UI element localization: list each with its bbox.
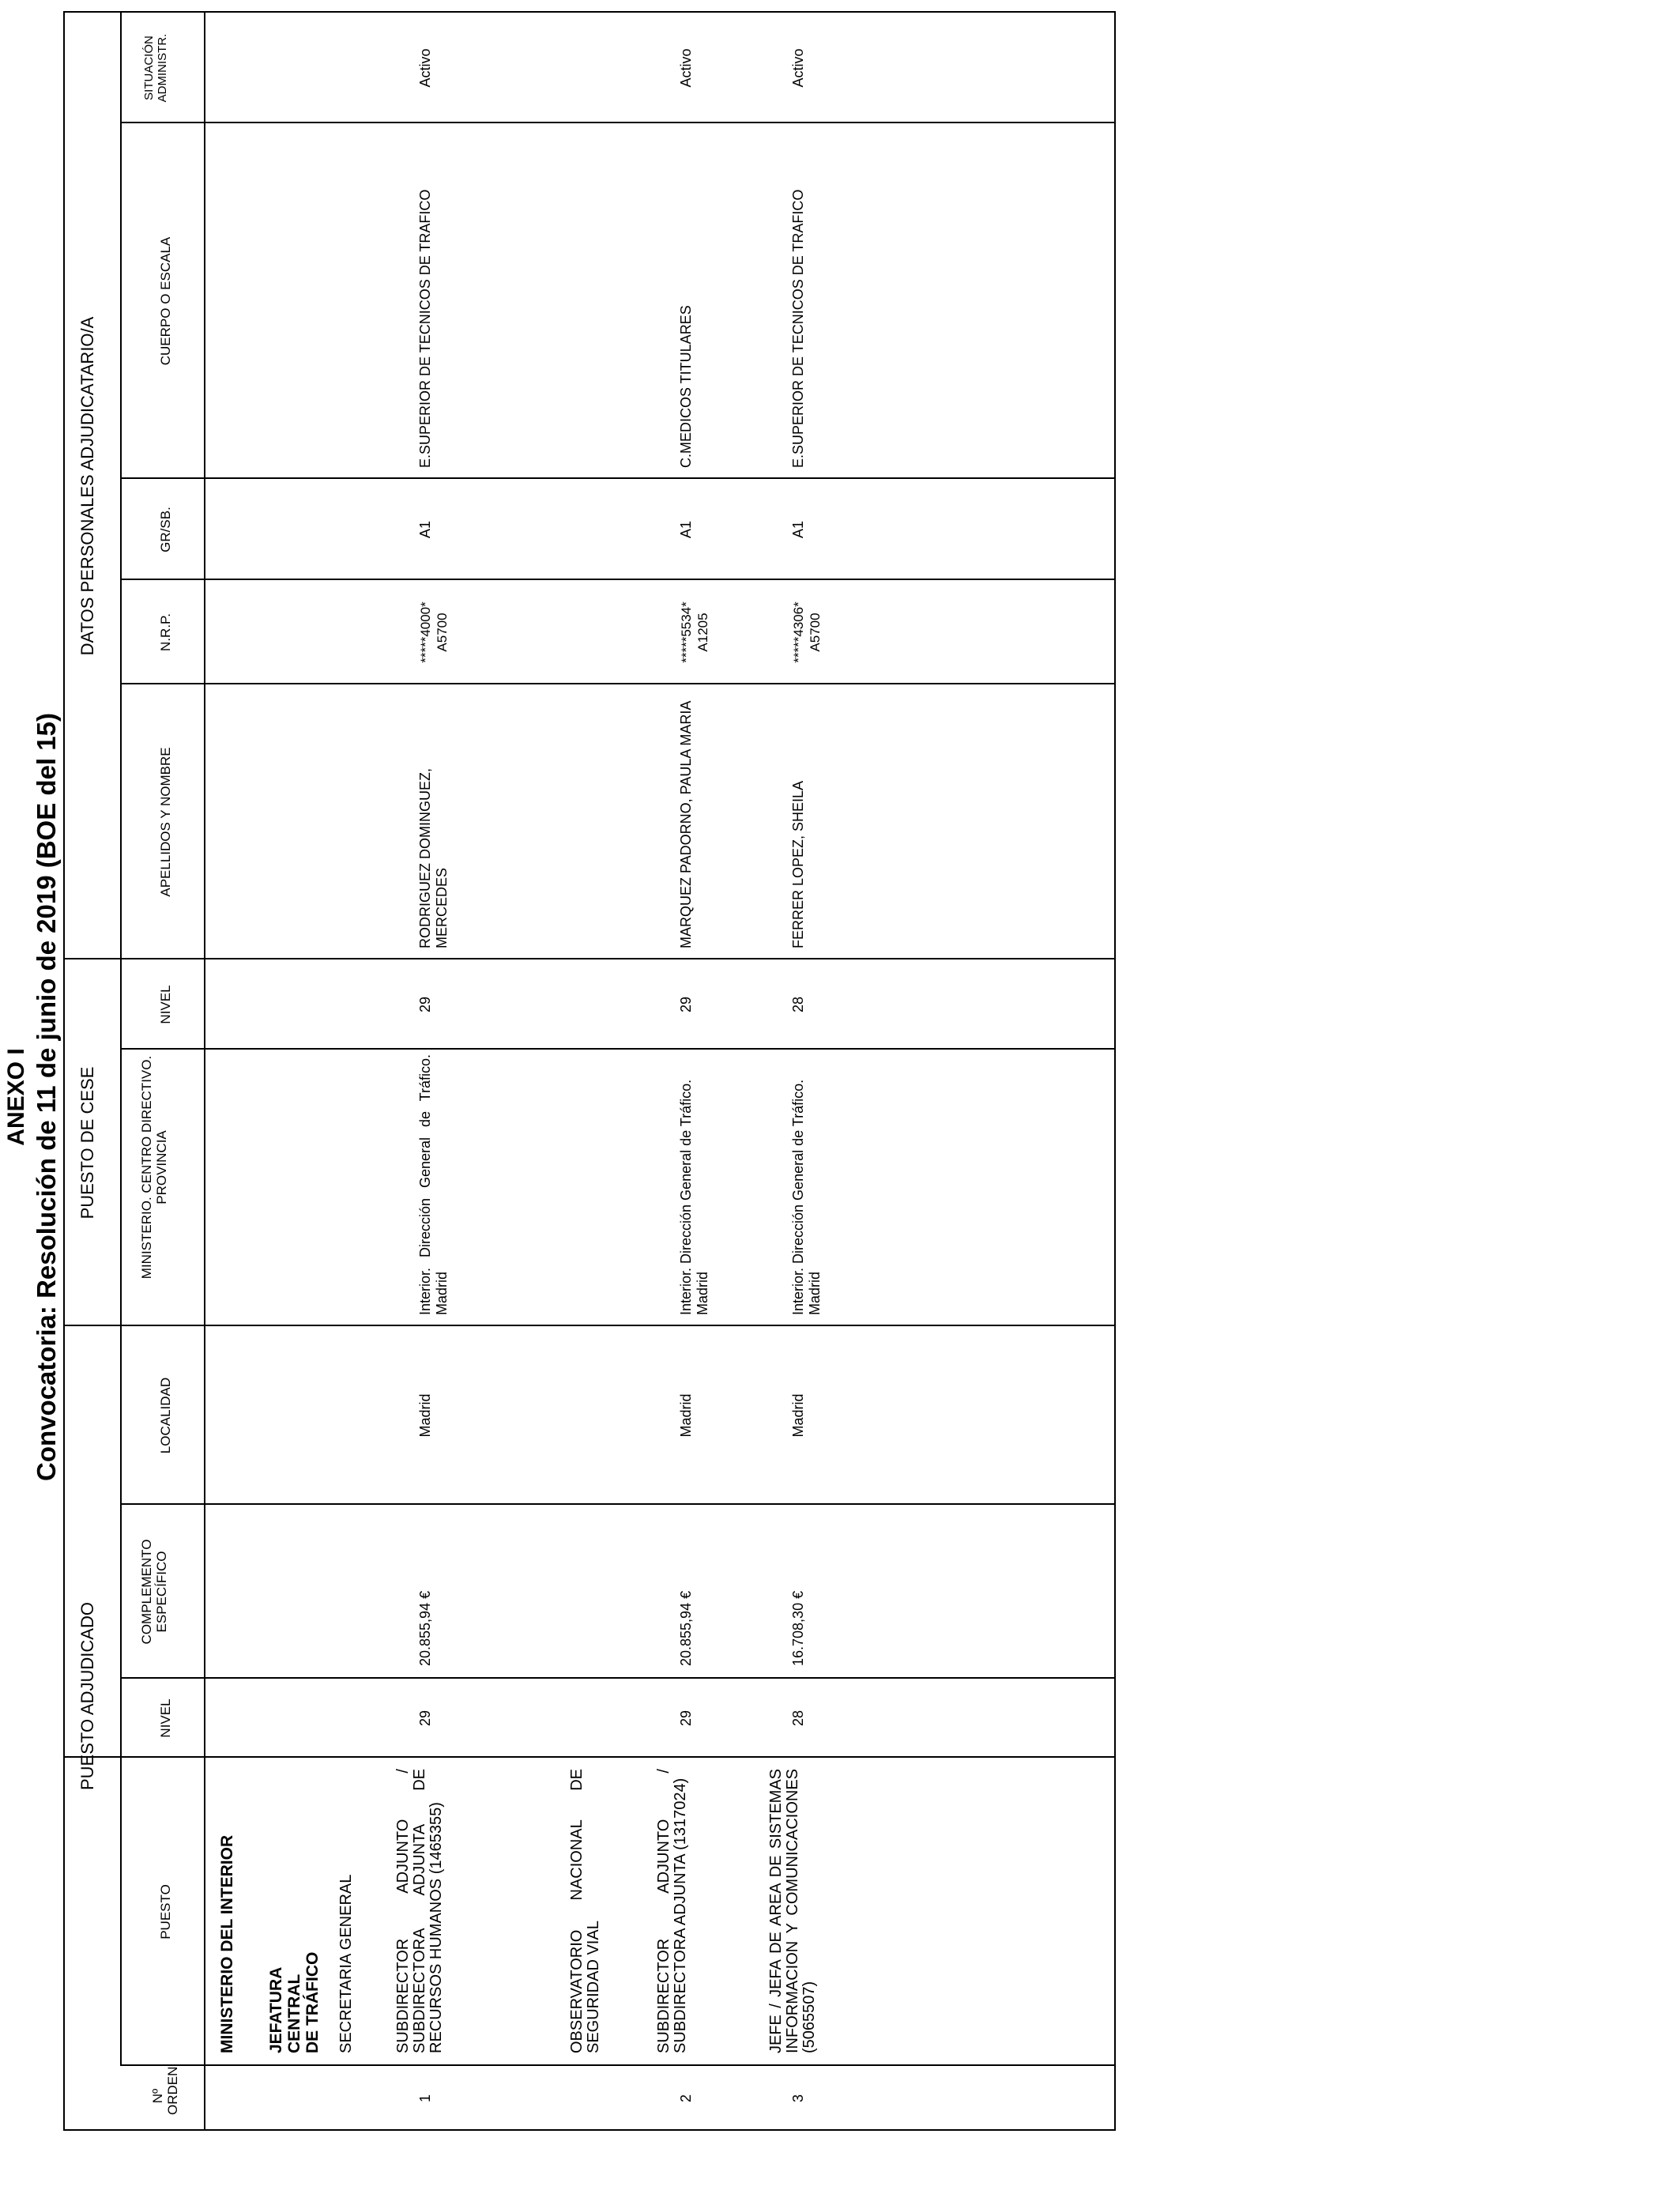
- row1-situacion: Activo: [417, 48, 433, 88]
- section-ministerio: MINISTERIO DEL INTERIOR: [218, 1834, 236, 2053]
- row2-cuerpo: C.MEDICOS TITULARES: [678, 305, 694, 468]
- row2-nrp: *****5534* A1205: [679, 601, 710, 663]
- header-nivel-cese: NIVEL: [158, 985, 173, 1024]
- group-puesto-adjudicado: PUESTO ADJUDICADO: [77, 1602, 97, 1790]
- header-grsb: GR/SB.: [158, 507, 173, 552]
- header-situacion: SITUACIÓN ADMINISTR.: [142, 33, 169, 103]
- row3-localidad: Madrid: [790, 1393, 806, 1438]
- row3-nrp: *****4306* A5700: [791, 601, 823, 663]
- row1-grsb: A1: [417, 520, 433, 539]
- row2-grsb: A1: [678, 520, 694, 539]
- row3-complemento: 16.708,30 €: [790, 1590, 806, 1666]
- row2-nivel-cese: 29: [678, 996, 694, 1013]
- row3-nivel: 28: [790, 1710, 806, 1727]
- row2-orden: 2: [678, 2094, 694, 2103]
- row1-ministerio: Interior. Dirección General de Tráfico. Madrid: [417, 1054, 450, 1315]
- row2-apellidos: MARQUEZ PADORNO, PAULA MARIA: [678, 700, 694, 948]
- row3-situacion: Activo: [790, 48, 806, 88]
- row1-nrp: *****4000* A5700: [418, 601, 450, 663]
- row1-nivel: 29: [417, 1710, 433, 1727]
- section-observatorio: OBSERVATORIO NACIONAL DE SEGURIDAD VIAL: [568, 1769, 602, 2053]
- row3-apellidos: FERRER LOPEZ, SHEILA: [790, 780, 806, 948]
- row2-puesto: SUBDIRECTOR ADJUNTO / SUBDIRECTORA ADJUNTA (1317024): [655, 1769, 689, 2053]
- row1-complemento: 20.855,94 €: [417, 1590, 433, 1666]
- row1-cuerpo: E.SUPERIOR DE TECNICOS DE TRAFICO: [417, 189, 433, 468]
- header-nrp: N.R.P.: [158, 613, 173, 651]
- row3-nivel-cese: 28: [790, 996, 806, 1013]
- row2-complemento: 20.855,94 €: [678, 1590, 694, 1666]
- row1-localidad: Madrid: [417, 1393, 433, 1438]
- section-secretaria: SECRETARIA GENERAL: [337, 1874, 355, 2053]
- row3-grsb: A1: [790, 520, 806, 539]
- row1-puesto: SUBDIRECTOR ADJUNTO / SUBDIRECTORA ADJUNTA DE RECURSOS HUMANOS (1465355): [394, 1769, 445, 2053]
- row1-apellidos: RODRIGUEZ DOMINGUEZ, MERCEDES: [417, 768, 450, 948]
- header-orden: Nº ORDEN: [150, 2066, 180, 2115]
- row1-nivel-cese: 29: [417, 996, 433, 1013]
- header-nivel: NIVEL: [158, 1698, 173, 1738]
- header-ministerio: MINISTERIO. CENTRO DIRECTIVO. PROVINCIA: [139, 1055, 169, 1280]
- header-apellidos: APELLIDOS Y NOMBRE: [158, 747, 173, 897]
- row3-puesto: JEFE / JEFA DE AREA DE SISTEMAS INFORMACION Y COMUNICACIONES (5065507): [767, 1769, 818, 2053]
- header-cuerpo: CUERPO O ESCALA: [158, 236, 173, 366]
- group-datos-personales: DATOS PERSONALES ADJUDICATARIO/A: [77, 316, 97, 656]
- annex-subtitle: Convocatoria: Resolución de 11 de junio de 2019 (BOE del 15): [32, 713, 61, 1481]
- row3-orden: 3: [790, 2094, 806, 2103]
- row3-ministerio: Interior. Dirección General de Tráfico. Madrid: [790, 1079, 823, 1315]
- header-puesto: PUESTO: [158, 1884, 173, 1940]
- row2-ministerio: Interior. Dirección General de Tráfico. Madrid: [678, 1079, 710, 1315]
- row3-cuerpo: E.SUPERIOR DE TECNICOS DE TRAFICO: [790, 189, 806, 468]
- row1-orden: 1: [417, 2094, 433, 2103]
- header-localidad: LOCALIDAD: [158, 1377, 173, 1454]
- section-jefatura: JEFATURA CENTRAL DE TRÁFICO: [267, 1951, 322, 2053]
- row2-localidad: Madrid: [678, 1393, 694, 1438]
- header-complemento: COMPLEMENTO ESPECÍFICO: [139, 1539, 169, 1645]
- row2-nivel: 29: [678, 1710, 694, 1727]
- row2-situacion: Activo: [678, 48, 694, 88]
- annex-title: ANEXO I: [3, 1048, 29, 1146]
- group-puesto-cese: PUESTO DE CESE: [77, 1066, 97, 1220]
